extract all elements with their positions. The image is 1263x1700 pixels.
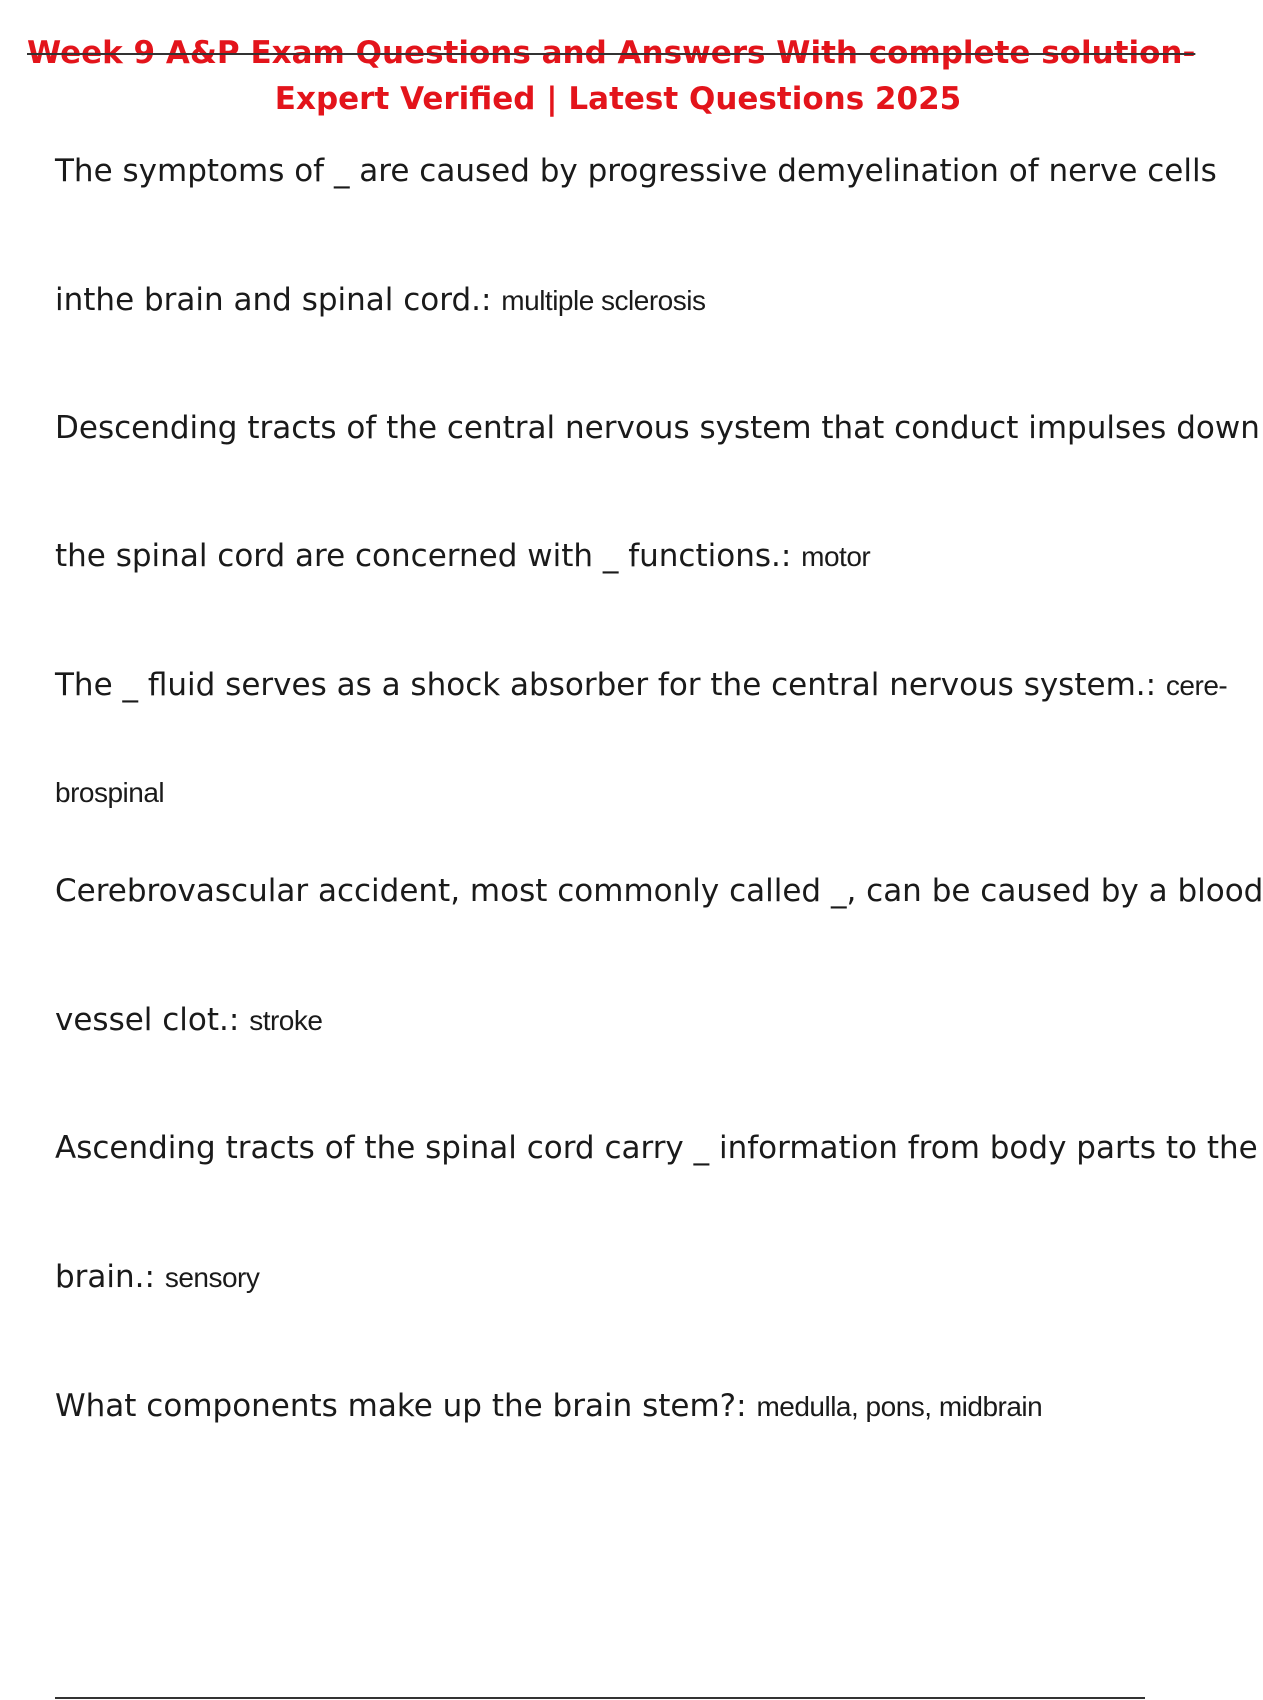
qa-5-question-line-2 (55, 1259, 260, 1295)
qa-1-answer: multiple sclerosis (501, 285, 706, 316)
qa-4-question-line-1 (55, 873, 1263, 909)
qa-5-question-line-1 (55, 1130, 1258, 1166)
qa-4-question-line-2 (55, 1002, 323, 1038)
document-title-line-1: Week 9 A&P Exam Questions and Answers With complete solution- (27, 35, 1196, 71)
qa-4-answer: stroke (249, 1005, 323, 1036)
qa-3-question: The _ fluid serves as a shock absorber for the central nervous system.: (55, 667, 1157, 703)
qa-2-question-line-1 (55, 410, 1260, 446)
qa-3-answer-part-2: brospinal (55, 777, 165, 808)
qa-3-answer-part-1: cere- (1165, 670, 1228, 701)
qa-3-question-line-1 (55, 667, 1228, 703)
qa-1-question-line-1 (55, 153, 1217, 189)
qa-5-question-part-1: Ascending tracts of the spinal cord carry _ information from body parts to the (55, 1130, 1258, 1166)
qa-1-question-line-2 (55, 282, 706, 318)
qa-1-question-part-2: inthe brain and spinal cord.: (55, 282, 492, 318)
qa-6-question: What components make up the brain stem?: (55, 1388, 747, 1424)
footer-rule (55, 1697, 1145, 1699)
qa-2-question-part-2: the spinal cord are concerned with _ functions.: (55, 538, 792, 574)
qa-2-question-part-1: Descending tracts of the central nervous system that conduct impulses down (55, 410, 1260, 446)
qa-4-question-part-1: Cerebrovascular accident, most commonly called _, can be caused by a blood (55, 873, 1263, 909)
qa-1-question-part-1: The symptoms of _ are caused by progressive demyelination of nerve cells (55, 153, 1217, 189)
document-title-line-2: Expert Verified | Latest Questions 2025 (274, 81, 962, 117)
qa-6-question-line-1 (55, 1388, 1043, 1424)
qa-5-question-part-2: brain.: (55, 1259, 155, 1295)
qa-2-question-line-2 (55, 538, 871, 574)
qa-4-question-part-2: vessel clot.: (55, 1002, 240, 1038)
qa-2-answer: motor (801, 541, 871, 572)
qa-6-answer: medulla, pons, midbrain (756, 1391, 1043, 1422)
qa-5-answer: sensory (164, 1262, 260, 1293)
qa-3-answer-line-2 (55, 777, 164, 808)
